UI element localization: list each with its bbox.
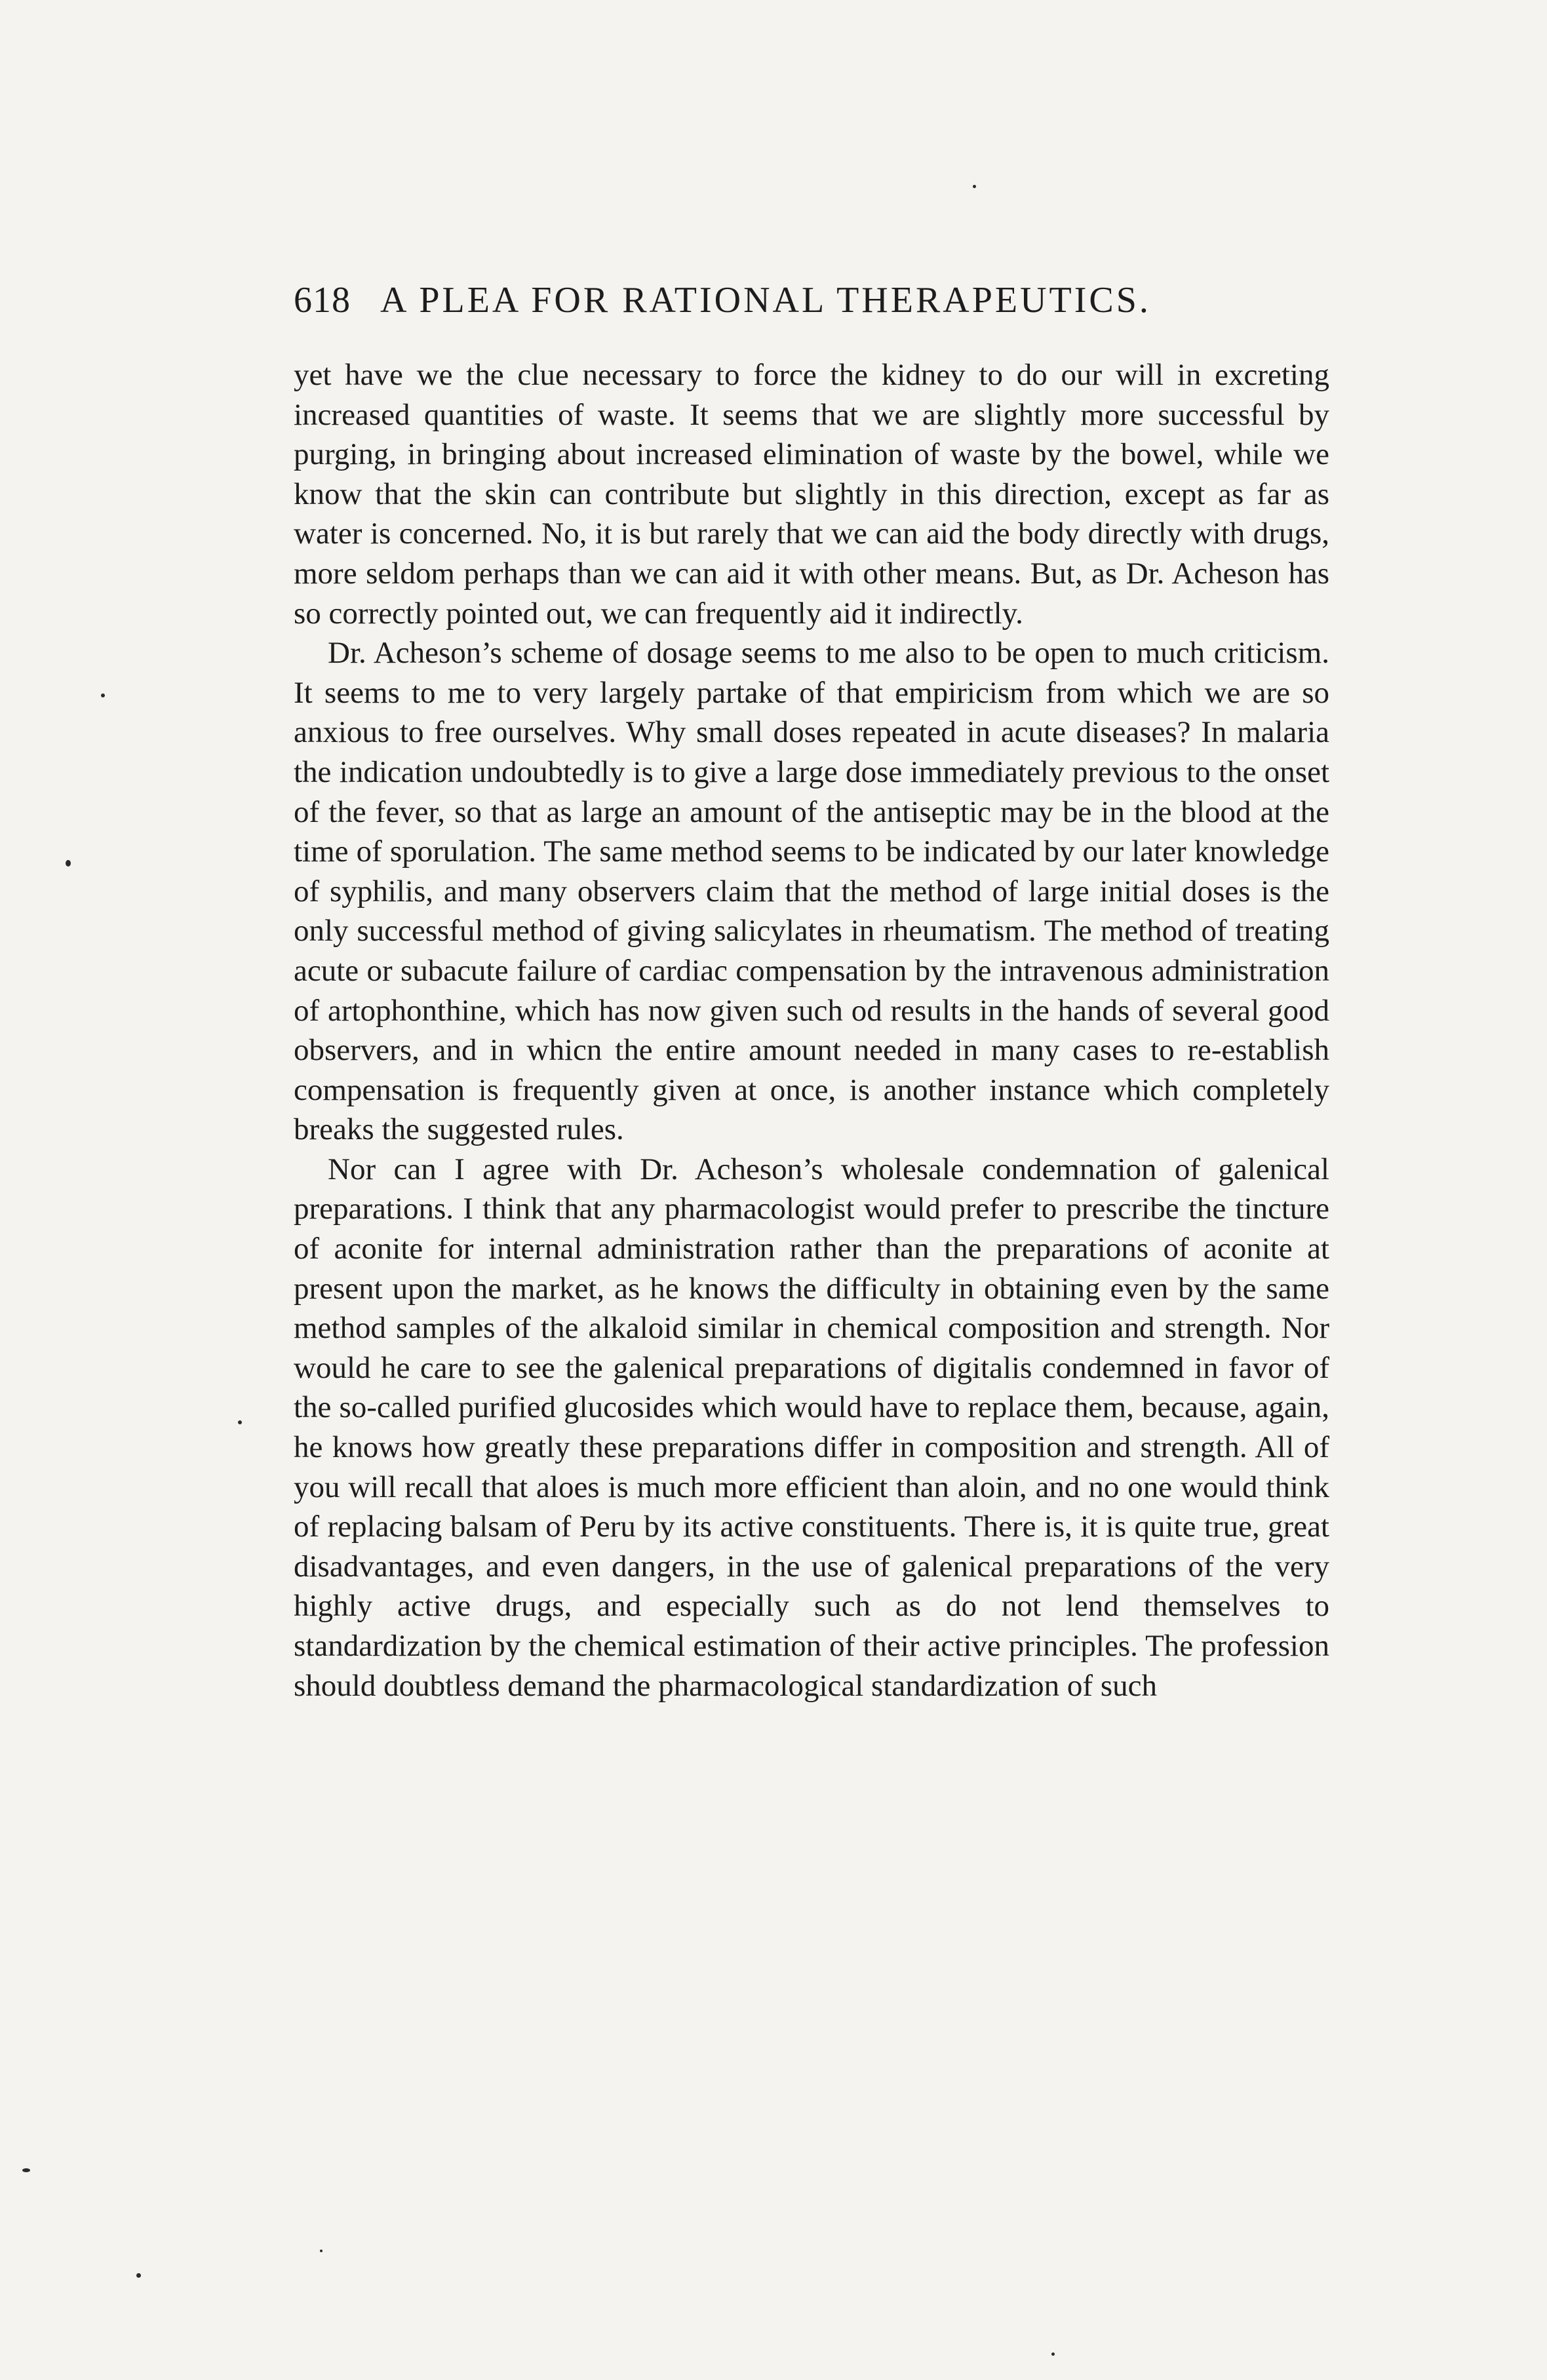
running-head: [294, 282, 1329, 319]
paragraph: Nor can I agree with Dr. Acheson’s wholesale condemnation of galenical preparations. I think that any pharmacologist would prefer to prescribe the tincture of aconite for internal administration rather than the preparations of aconite at present upon the market, as he knows the difficulty in obtaining even by the same method samples of the alkaloid similar in chemical composition and strength. Nor would he care to see the galenical preparations of digitalis condemned in favor of the so-called purified glucosides which would have to replace them, because, again, he knows how greatly these preparations differ in composition and strength. All of you will recall that aloes is much more efficient than aloin, and no one would think of replacing balsam of Peru by its active constituents. There is, it is quite true, great disadvantages, and even dangers, in the use of galenical preparations of the very highly active drugs, and especially such as do not lend themselves to standardization by the chemical estimation of their active principles. The profession should doubtless demand the pharmacological standardization of such: [294, 1152, 1329, 1703]
body-text: [294, 355, 1329, 1706]
running-title: A PLEA FOR RATIONAL THERAPEUTICS.: [380, 280, 1151, 321]
scan-speck: [22, 2168, 30, 2172]
scan-speck: [136, 2273, 141, 2278]
paragraph: yet have we the clue necessary to force the kidney to do our will in excreting increased quantities of waste. It seems that we are slightly more successful by purging, in bringing about increased elimination of waste by the bowel, while we know that the skin can contribute but slightly in this direction, except as far as water is concerned. No, it is but rarely that we can aid the body directly with drugs, more seldom perhaps than we can aid it with other means. But, as Dr. Acheson has so correctly pointed out, we can frequently aid it indirectly.: [294, 358, 1329, 631]
scan-speck: [1051, 2352, 1055, 2356]
scan-speck: [320, 2250, 323, 2252]
scan-speck: [238, 1420, 242, 1424]
paragraph: Dr. Acheson’s scheme of dosage seems to me also to be open to much criticism. It seems to me to very largely partake of that empiricism from which we are so anxious to free ourselves. Why small doses repeated in acute diseases? In malaria the indication undoubtedly is to give a large dose immediately previous to the onset of the fever, so that as large an amount of the antiseptic may be in the blood at the time of sporulation. The same method seems to be indicated by our later knowledge of syphilis, and many observers claim that the method of large initial doses is the only successful method of giving salicylates in rheumatism. The method of treating acute or subacute failure of cardiac compensation by the intravenous administration of artophonthine, which has now given such od results in the hands of several good observers, and in whicn the entire amount needed in many cases to re-establish compensation is frequently given at once, is another instance which completely breaks the suggested rules.: [294, 636, 1329, 1147]
scan-speck: [973, 185, 976, 188]
scan-speck: [101, 693, 105, 697]
scan-speck: [66, 860, 71, 867]
page-number: 618: [294, 280, 351, 321]
book-page: [294, 282, 1329, 1706]
